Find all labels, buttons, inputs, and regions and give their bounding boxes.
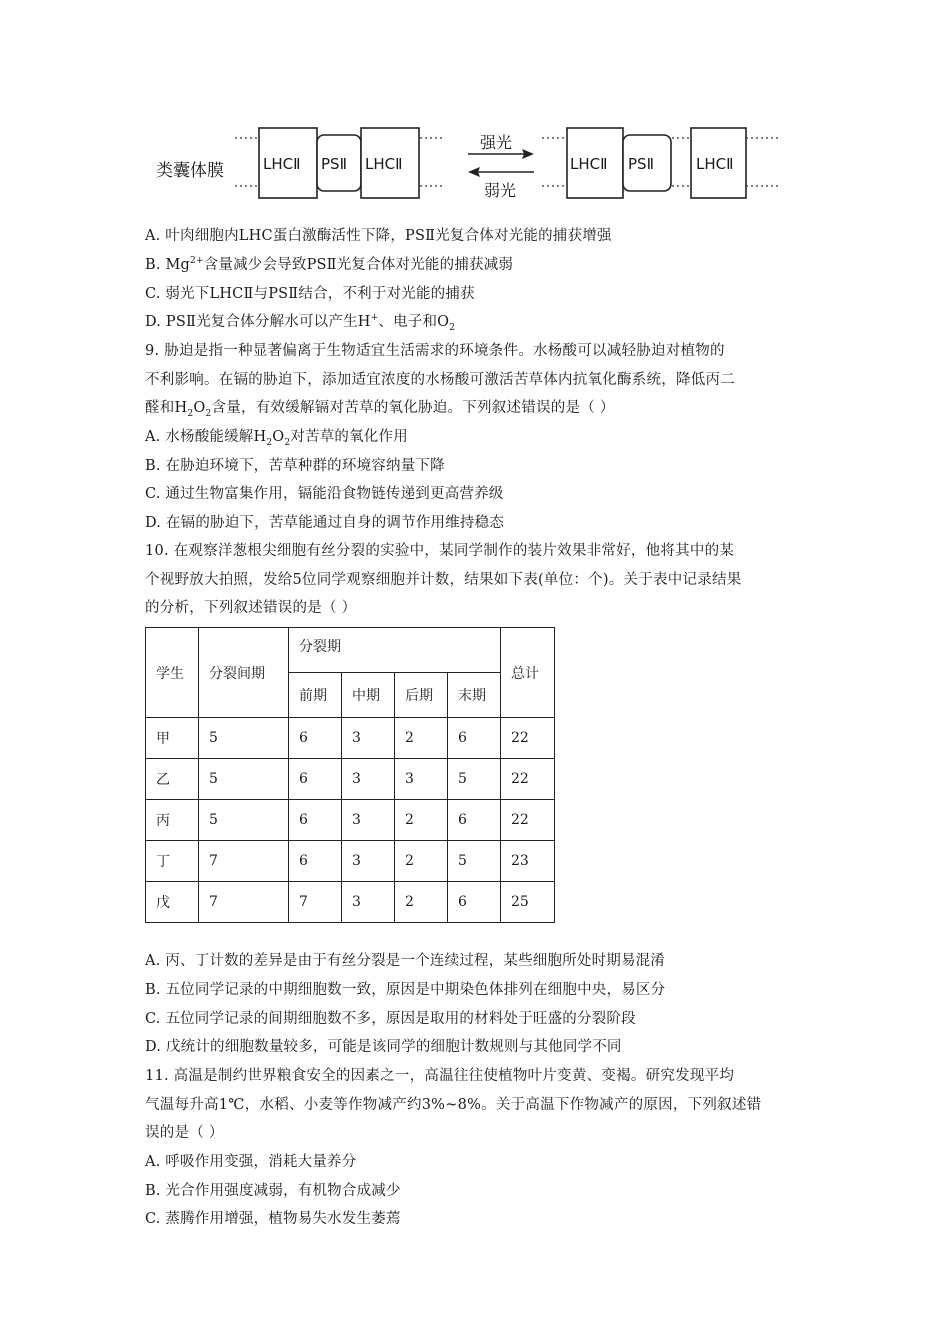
q11-stem-line: 11. 高温是制约世界粮食安全的因素之一，高温往往使植物叶片变黄、变褐。研究发现平均 xyxy=(145,1068,735,1084)
table-cell: 6 xyxy=(289,759,342,800)
table-cell: 5 xyxy=(448,759,501,800)
table-cell: 6 xyxy=(448,718,501,759)
table-cell: 戊 xyxy=(146,882,199,923)
table-row xyxy=(146,759,555,800)
q9-stem-line: 9. 胁迫是指一种显著偏离于生物适宜生活需求的环境条件。水杨酸可以减轻胁迫对植物的 xyxy=(145,343,725,359)
table-cell: 5 xyxy=(199,718,289,759)
table-cell: 3 xyxy=(342,718,395,759)
q10-option-a: A. 丙、丁计数的差异是由于有丝分裂是一个连续过程，某些细胞所处时期易混淆 xyxy=(145,953,666,969)
lhc-label: LHCⅡ xyxy=(696,155,734,173)
q8-option-b-text: 含量减少会导致PSⅡ光复合体对光能的捕获减弱 xyxy=(203,257,514,273)
q9-option-a xyxy=(145,427,408,447)
arrow-weak-light-label: 弱光 xyxy=(484,181,517,200)
table-cell: 7 xyxy=(199,841,289,882)
membrane-label: 类囊体膜 xyxy=(156,161,224,181)
subscript: 2 xyxy=(187,409,194,420)
q11-stem-line: 气温每升高1℃，水稻、小麦等作物减产约3%~8%。关于高温下作物减产的原因，下列叙述错 xyxy=(145,1096,762,1113)
table-cell: 丁 xyxy=(146,841,199,882)
q9-option-b: B. 在胁迫环境下，苦草种群的环境容纳量下降 xyxy=(145,458,445,474)
table-row xyxy=(146,841,555,882)
q9-stem-line xyxy=(145,398,813,427)
text: O xyxy=(193,400,206,417)
q10-stem-line: 10. 在观察洋葱根尖细胞有丝分裂的实验中，某同学制作的装片效果非常好，他将其中的某 xyxy=(145,543,735,559)
table-cell: 丙 xyxy=(146,800,199,841)
subscript: 2 xyxy=(449,322,456,333)
q8-option-d-text: 、电子和O xyxy=(378,314,450,330)
q8-option-d-text: D. PSⅡ光复合体分解水可以产生H xyxy=(145,314,371,330)
header-telophase: 末期 xyxy=(448,673,501,718)
table-cell: 25 xyxy=(501,882,555,923)
header-prophase: 前期 xyxy=(289,673,342,718)
q11-option-a: A. 呼吸作用变强，消耗大量养分 xyxy=(145,1154,357,1170)
table-cell: 2 xyxy=(395,882,448,923)
header-metaphase: 中期 xyxy=(342,673,395,718)
subscript: 2 xyxy=(266,437,273,448)
q9-stem-line: 不利影响。在镉的胁迫下，添加适宜浓度的水杨酸可激活苦草体内抗氧化酶系统，降低丙二 xyxy=(145,371,735,388)
thylakoid-diagram xyxy=(150,118,790,208)
table-cell: 甲 xyxy=(146,718,199,759)
q10-option-b: B. 五位同学记录的中期细胞数一致，原因是中期染色体排列在细胞中央，易区分 xyxy=(145,982,666,998)
table-row xyxy=(146,882,555,923)
q8-option-d xyxy=(145,312,455,332)
q11-stem-line: 误的是（ ） xyxy=(145,1125,224,1142)
table-cell: 5 xyxy=(199,759,289,800)
q10-stem-line: 的分析，下列叙述错误的是（ ） xyxy=(145,600,357,617)
lhc-label: LHCⅡ xyxy=(365,155,403,173)
q8-option-b xyxy=(145,255,513,275)
table-row xyxy=(146,718,555,759)
table-cell: 6 xyxy=(448,882,501,923)
superscript: + xyxy=(370,313,379,324)
table-header-row xyxy=(146,628,555,673)
q10-stem-line: 个视野放大拍照，发给5位同学观察细胞并计数，结果如下表(单位：个)。关于表中记录结果 xyxy=(145,571,742,588)
ps-label: PSⅡ xyxy=(321,155,347,173)
q10-option-d: D. 戊统计的细胞数量较多，可能是该同学的细胞计数规则与其他同学不同 xyxy=(145,1039,622,1055)
table-cell: 22 xyxy=(501,718,555,759)
q9-option-d: D. 在镉的胁迫下，苦草能通过自身的调节作用维持稳态 xyxy=(145,515,505,531)
q10-option-c: C. 五位同学记录的间期细胞数不多，原因是取用的材料处于旺盛的分裂阶段 xyxy=(145,1011,636,1027)
table-cell: 3 xyxy=(342,800,395,841)
q8-option-b-text: B. Mg xyxy=(145,257,191,273)
text: A. 水杨酸能缓解H xyxy=(145,429,267,445)
q8-option-a: A. 叶肉细胞内LHC蛋白激酶活性下降，PSⅡ光复合体对光能的捕获增强 xyxy=(145,228,612,244)
table-cell: 22 xyxy=(501,800,555,841)
q11-stem xyxy=(145,1066,813,1152)
table-cell: 3 xyxy=(342,882,395,923)
q10-stem xyxy=(145,541,813,627)
table-cell: 23 xyxy=(501,841,555,882)
table-cell: 2 xyxy=(395,718,448,759)
arrow-strong-light-label: 强光 xyxy=(480,133,513,152)
table-row xyxy=(146,800,555,841)
table-cell: 6 xyxy=(289,718,342,759)
table-cell: 22 xyxy=(501,759,555,800)
table-cell: 7 xyxy=(199,882,289,923)
table-cell: 2 xyxy=(395,841,448,882)
q8-option-c: C. 弱光下LHCⅡ与PSⅡ结合，不利于对光能的捕获 xyxy=(145,286,475,302)
header-anaphase: 后期 xyxy=(395,673,448,718)
table-cell: 5 xyxy=(448,841,501,882)
text: O xyxy=(272,429,285,445)
ps-label: PSⅡ xyxy=(628,155,654,173)
table-cell: 6 xyxy=(289,841,342,882)
table-cell: 7 xyxy=(289,882,342,923)
table-cell: 2 xyxy=(395,800,448,841)
table-cell: 3 xyxy=(342,841,395,882)
superscript: 2+ xyxy=(190,256,204,267)
q9-option-c: C. 通过生物富集作用，镉能沿食物链传递到更高营养级 xyxy=(145,486,504,502)
text: 含量，有效缓解镉对苦草的氧化胁迫。下列叙述错误的是（ ） xyxy=(211,400,615,417)
header-interphase: 分裂间期 xyxy=(199,628,289,718)
table-cell: 5 xyxy=(199,800,289,841)
q11-option-b: B. 光合作用强度减弱，有机物合成减少 xyxy=(145,1183,401,1199)
q9-stem xyxy=(145,341,813,427)
thylakoid-diagram-lines xyxy=(150,118,790,208)
q11-option-c: C. 蒸腾作用增强，植物易失水发生萎蔫 xyxy=(145,1211,401,1227)
cell-count-table xyxy=(145,627,555,923)
lhc-label: LHCⅡ xyxy=(263,155,301,173)
header-total: 总计 xyxy=(501,628,555,718)
lhc-label: LHCⅡ xyxy=(570,155,608,173)
table-cell: 3 xyxy=(395,759,448,800)
text: 醛和H xyxy=(145,400,188,417)
header-student: 学生 xyxy=(146,628,199,718)
table-cell: 6 xyxy=(289,800,342,841)
subscript: 2 xyxy=(205,409,212,420)
header-mitosis: 分裂期 xyxy=(289,628,501,673)
table-cell: 3 xyxy=(342,759,395,800)
table-cell: 乙 xyxy=(146,759,199,800)
subscript: 2 xyxy=(284,437,291,448)
text: 对苦草的氧化作用 xyxy=(290,429,408,445)
table-cell: 6 xyxy=(448,800,501,841)
